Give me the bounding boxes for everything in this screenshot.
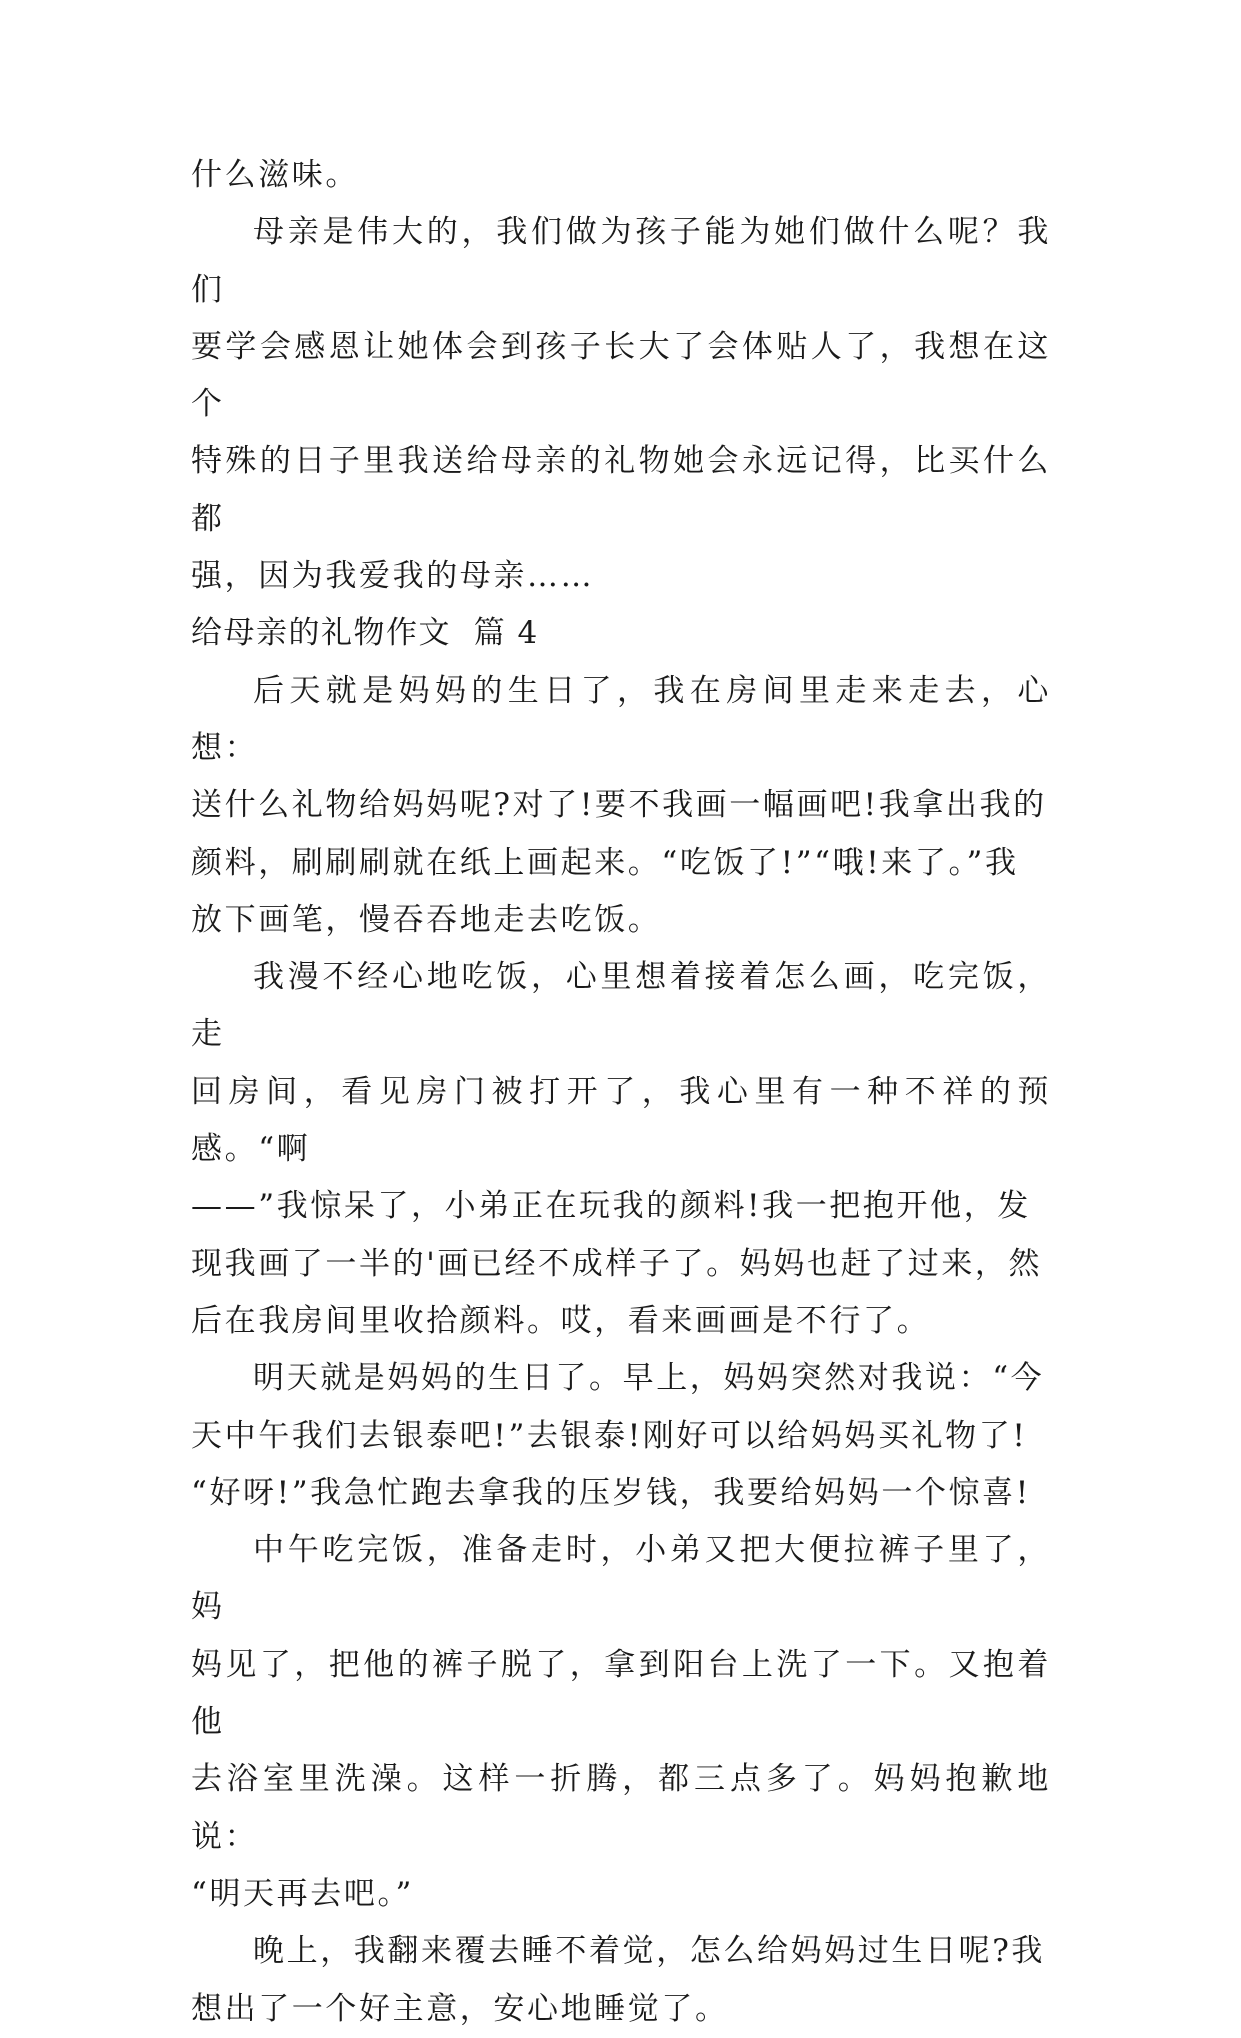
paragraph-night-idea: 晚上，我翻来覆去睡不着觉，怎么给妈妈过生日呢?我 想出了一个好主意，安心地睡觉了。 xyxy=(191,1933,1046,2027)
paragraph-continuation: 什么滋味。 xyxy=(191,157,359,193)
document-body xyxy=(191,147,1051,2038)
paragraph-brother-paints: 我漫不经心地吃饭，心里想着接着怎么画，吃完饭，走 回房间，看见房门被打开了，我心里有一种不祥的预感。“啊 ——”我惊呆了，小弟正在玩我的颜料!我一把抱开他，发 现我画了一半的'画已经不成样子了。妈妈也赶了过来，然 后在我房间里收拾颜料。哎，看来画画是不行了。 xyxy=(191,959,1051,1339)
paragraph-birthday-painting: 后天就是妈妈的生日了，我在房间里走来走去，心想： 送什么礼物给妈妈呢?对了!要不我画一幅画吧!我拿出我的 颜料，刷刷刷就在纸上画起来。“吃饭了!”“哦!来了。”我 放下画笔，慢吞吞地走去吃饭。 xyxy=(191,672,1051,938)
paragraph-lunch-delay: 中午吃完饭，准备走时，小弟又把大便拉裤子里了，妈 妈见了，把他的裤子脱了，拿到阳台上洗了一下。又抱着他 去浴室里洗澡。这样一折腾，都三点多了。妈妈抱歉地说： “明天再去吧。” xyxy=(191,1532,1051,1912)
paragraph-mother-great: 母亲是伟大的，我们做为孩子能为她们做什么呢？我们 要学会感恩让她体会到孩子长大了会体贴人了，我想在这个 特殊的日子里我送给母亲的礼物她会永远记得，比买什么都 强，因为我爱我的母亲…… xyxy=(191,214,1051,595)
paragraph-yintai-trip: 明天就是妈妈的生日了。早上，妈妈突然对我说：“今 天中午我们去银泰吧!”去银泰!刚好可以给妈妈买礼物了! “好呀!”我急忙跑去拿我的压岁钱，我要给妈妈一个惊喜! xyxy=(191,1360,1045,1511)
section-heading: 给母亲的礼物作文 篇 4 xyxy=(191,615,539,652)
